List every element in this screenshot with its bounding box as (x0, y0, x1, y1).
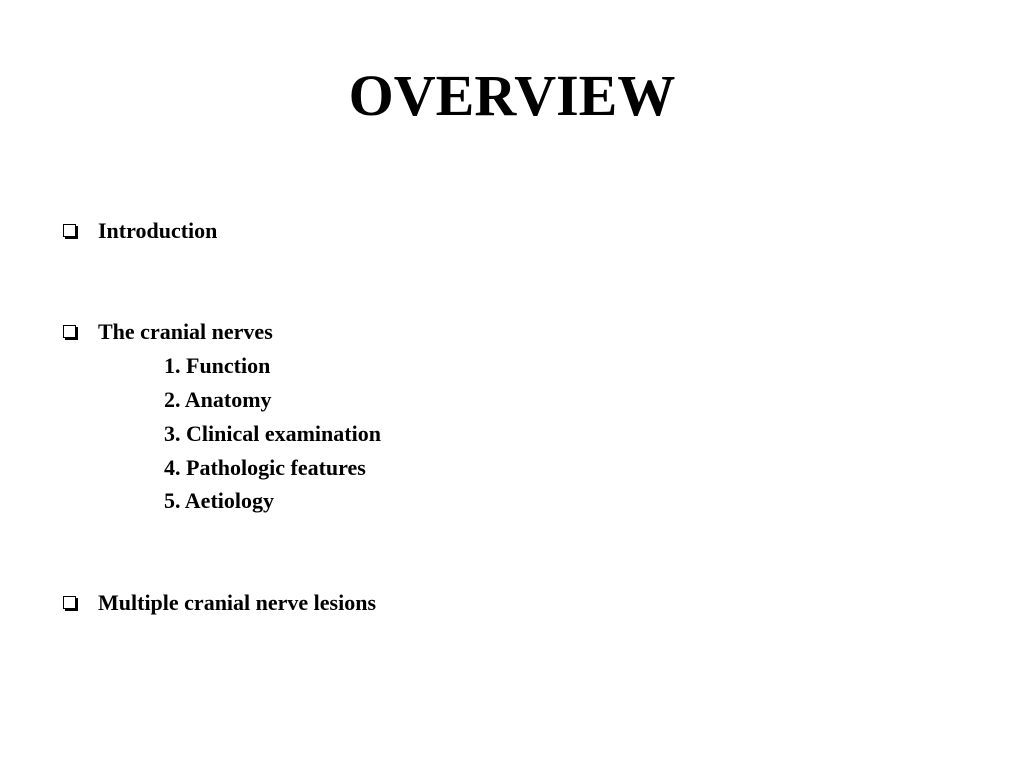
bullet-label: The cranial nerves (98, 319, 273, 344)
checkbox-bullet-icon (63, 224, 76, 237)
bullet-item-multiple-lesions (63, 588, 376, 618)
checkbox-bullet-icon (63, 596, 76, 609)
subitem-pathologic-features: 4. Pathologic features (164, 455, 366, 480)
subitem-clinical-examination: 3. Clinical examination (164, 421, 381, 446)
bullet-label: Introduction (98, 218, 218, 243)
bullet-item-introduction (63, 216, 217, 246)
bullet-item-cranial-nerves (63, 317, 273, 347)
slide-title: OVERVIEW (348, 63, 676, 128)
subitem-function: 1. Function (164, 353, 271, 378)
bullet-label: Multiple cranial nerve lesions (98, 590, 377, 615)
subitem-anatomy: 2. Anatomy (164, 387, 272, 412)
checkbox-bullet-icon (63, 325, 76, 338)
subitem-aetiology: 5. Aetiology (164, 488, 274, 513)
